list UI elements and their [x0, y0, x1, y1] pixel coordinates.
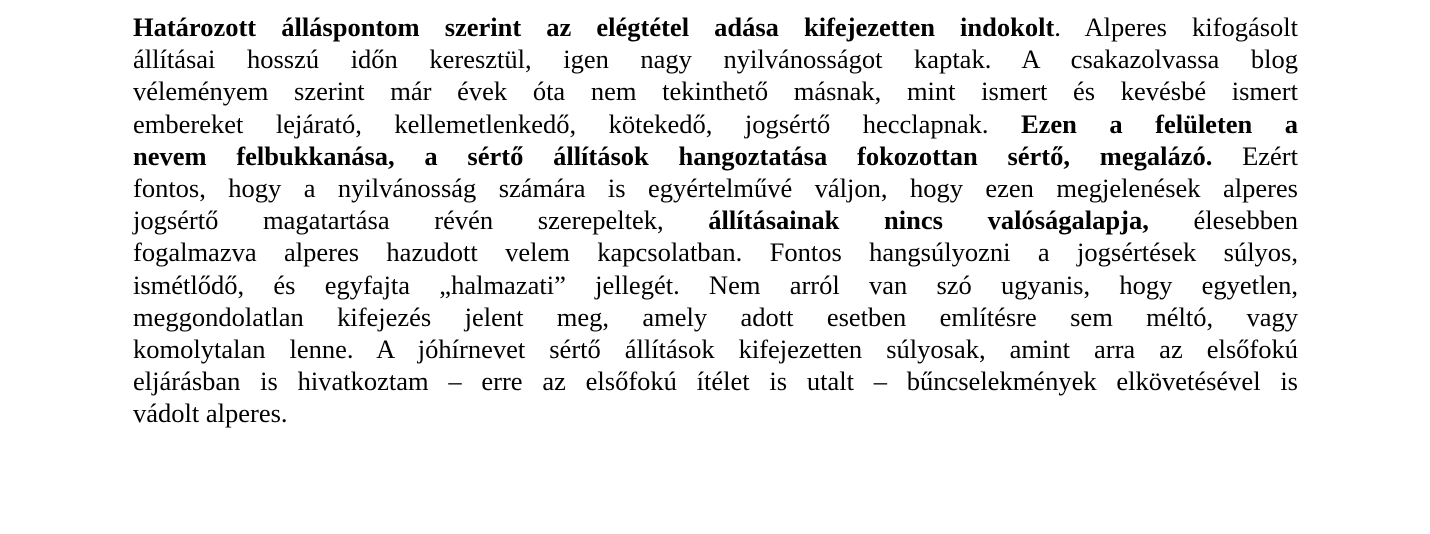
text-line — [133, 75, 1298, 107]
text-line — [133, 43, 1298, 75]
text-run: véleményem szerint már évek óta nem tekinthető másnak, mint ismert és kevésbé ismert — [133, 76, 1298, 107]
text-line — [133, 140, 1298, 172]
text-line — [133, 301, 1298, 333]
text-run: állításai hosszú időn keresztül, igen nagy nyilvánosságot kaptak. A csakazolvassa blog — [133, 44, 1298, 75]
text-line — [133, 269, 1298, 301]
text-line — [133, 204, 1298, 236]
bold-text-run: Határozott álláspontom szerint az elégtétel adása kifejezetten indokolt — [133, 12, 1055, 42]
text-run: . Alperes kifogásolt — [1054, 12, 1299, 42]
text-line — [133, 365, 1298, 397]
text-run: embereket lejárató, kellemetlenkedő, kötekedő, jogsértő hecclapnak. — [133, 108, 1021, 139]
bold-text-run: állításainak nincs valóságalapja, — [708, 205, 1149, 236]
text-run: eljárásban is hivatkoztam – erre az elsőfokú ítélet is utalt – bűncselekmények elkövetésével is — [133, 366, 1298, 397]
text-line — [133, 236, 1298, 268]
text-run: meggondolatlan kifejezés jelent meg, amely adott esetben említésre sem méltó, vagy — [133, 301, 1298, 332]
text-run: élesebben — [1148, 205, 1298, 236]
text-run: fogalmazva alperes hazudott velem kapcsolatban. Fontos hangsúlyozni a jogsértések súlyos, — [133, 237, 1298, 268]
text-line — [133, 397, 1298, 429]
text-run: komolytalan lenne. A jóhírnevet sértő állítások kifejezetten súlyosak, amint arra az elsőfokú — [133, 334, 1298, 365]
text-run: Ezért — [1212, 140, 1298, 171]
text-run: fontos, hogy a nyilvánosság számára is egyértelművé váljon, hogy ezen megjelenések alperes — [133, 173, 1298, 204]
text-line — [133, 333, 1298, 365]
bold-text-run: nevem felbukkanása, a sértő állítások hangoztatása fokozottan sértő, megalázó. — [133, 140, 1213, 171]
text-run: vádolt alperes. — [133, 398, 288, 429]
text-line — [133, 172, 1298, 204]
text-line — [133, 108, 1298, 140]
bold-text-run: Ezen a felületen a — [1020, 108, 1298, 139]
text-line — [133, 11, 1298, 43]
text-run: jogsértő magatartása révén szerepeltek, — [133, 205, 709, 236]
body-paragraph — [133, 11, 1298, 430]
text-run: ismétlődő, és egyfajta „halmazati” jellegét. Nem arról van szó ugyanis, hogy egyetlen, — [133, 269, 1298, 300]
